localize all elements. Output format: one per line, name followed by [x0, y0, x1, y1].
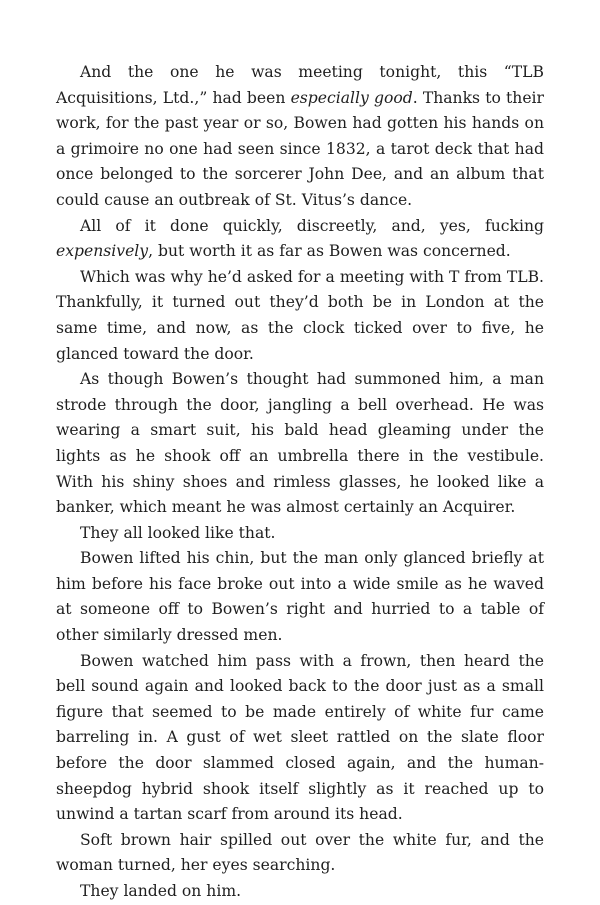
text-segment: , but worth it as far as Bowen was concerned.: [148, 242, 511, 261]
paragraph-4: [56, 367, 544, 521]
text-segment: And the one he was meeting tonight, this “TLB Acquisitions, Ltd.,” had been: [56, 63, 544, 107]
paragraph-2: [56, 214, 544, 265]
paragraph-6: [56, 546, 544, 648]
text-segment: They landed on him.: [80, 882, 242, 900]
text-segment: Soft brown hair spilled out over the white fur, and the woman turned, her eyes searching.: [56, 830, 544, 875]
paragraph-7: [56, 649, 544, 828]
paragraph-8: [56, 828, 544, 879]
paragraph-9: [56, 879, 544, 905]
text-segment: Bowen lifted his chin, but the man only glanced briefly at him before his face broke out into a wide smile as he waved at someone off to Bowen’s right and hurried to a table of other similarly dressed men.: [56, 549, 544, 645]
text-segment: Bowen watched him pass with a frown, then heard the bell sound again and looked back to the door just as a small figure that seemed to be made entirely of white fur came barreling in. A gust of wet sleet rattled on the slate floor before the door slammed closed again, and the human-sheepdog hybrid shook itself slightly as it reached up to unwind a tartan scarf from around its head.: [56, 651, 544, 824]
text-segment: All of it done quickly, discreetly, and, yes, fucking: [80, 216, 544, 235]
text-segment: . Thanks to their work, for the past year or so, Bowen had gotten his hands on a grimoire no one had seen since 1832, a tarot deck that had once belonged to the sorcerer John Dee, and an album that could cause an outbreak of St. Vitus’s dance.: [56, 88, 544, 209]
text-segment: As though Bowen’s thought had summoned him, a man strode through the door, jangling a bell overhead. He was wearing a smart suit, his bald head gleaming under the lights as he shook off an umbrella there in the vestibule. With his shiny shoes and rimless glasses, he looked like a banker, which meant he was almost certainly an Acquirer.: [56, 370, 544, 517]
paragraph-3: [56, 265, 544, 367]
book-page: [56, 60, 544, 905]
paragraph-1: [56, 60, 544, 214]
text-segment: They all looked like that.: [80, 523, 276, 542]
text-segment: Which was why he’d asked for a meeting with T from TLB. Thankfully, it turned out they’d both be in London at the same time, and now, as the clock ticked over to five, he glanced toward the door.: [56, 267, 544, 363]
emphasis-text: especially good: [290, 88, 413, 107]
paragraph-5: [56, 521, 544, 547]
emphasis-text: expensively: [56, 242, 149, 261]
